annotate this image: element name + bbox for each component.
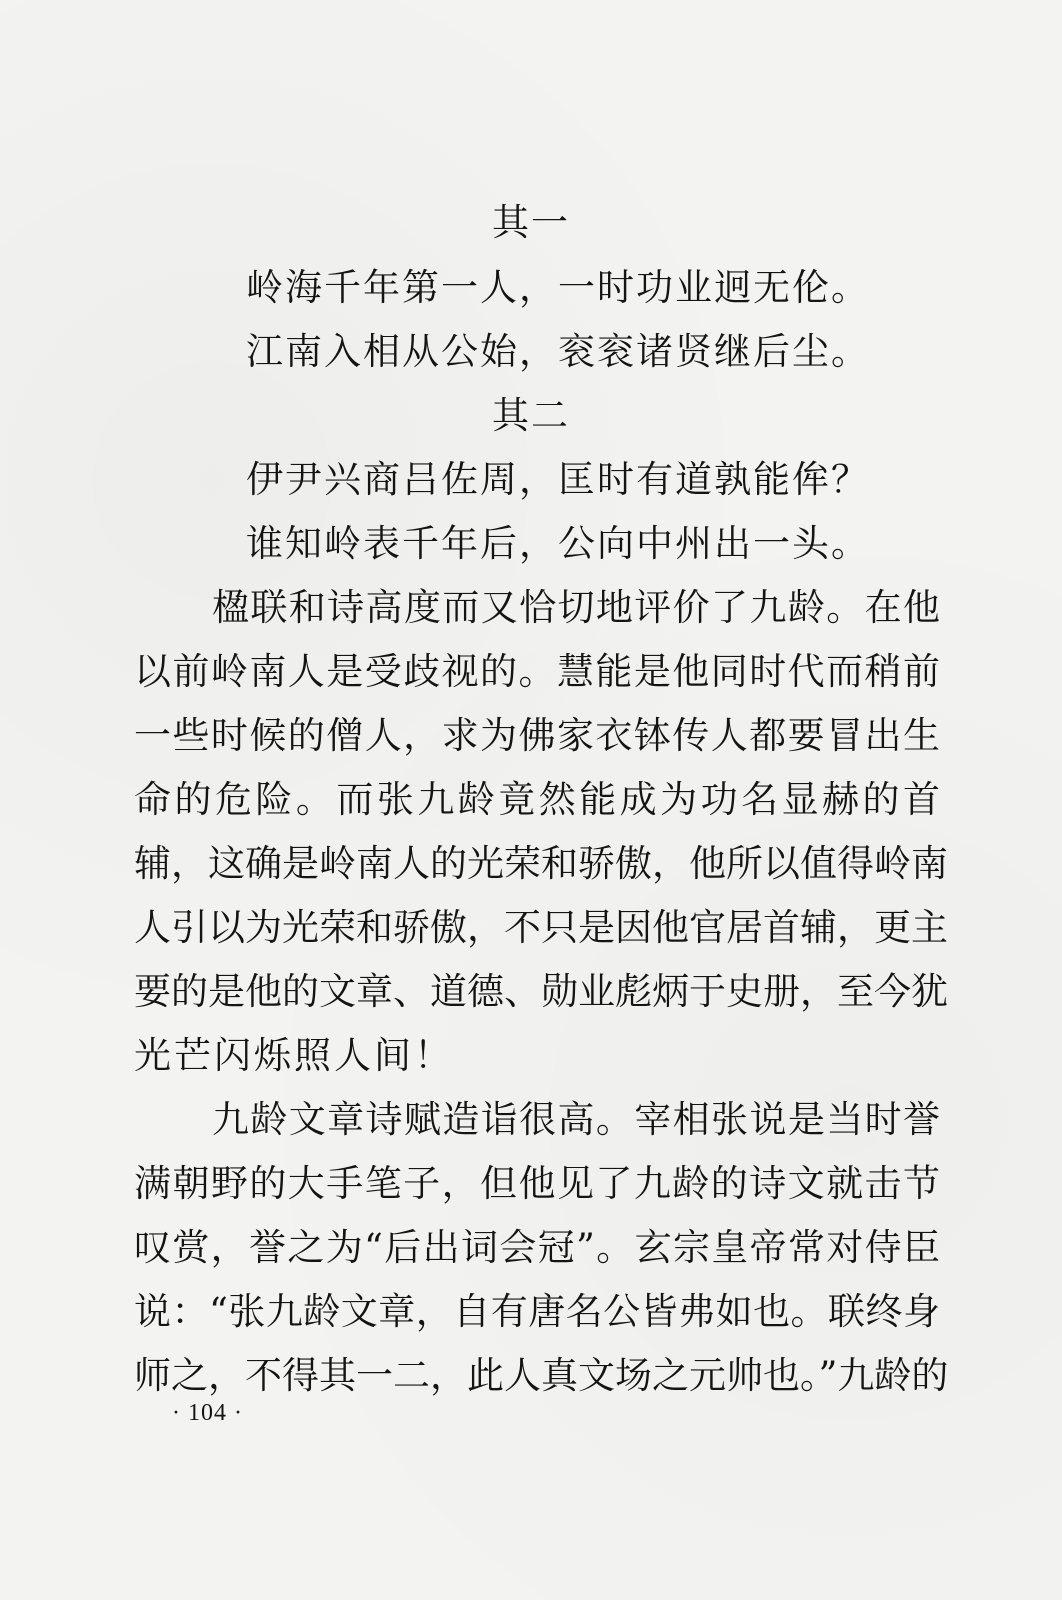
poem-2-heading: 其二 [492,394,570,437]
paragraph-1-line-7: 要的是他的文章、道德、勋业彪炳于史册，至今犹 [134,970,948,1013]
poem-2-line-1: 伊尹兴商吕佐周，匡时有道孰能侔？ [246,458,870,501]
paragraph-1-line-5: 辅，这确是岭南人的光荣和骄傲，他所以值得岭南 [134,842,948,885]
paragraph-1-line-2: 以前岭南人是受歧视的。慧能是他同时代而稍前 [134,650,940,693]
paragraph-1-line-1: 楹联和诗高度而又恰切地评价了九龄。在他 [212,586,940,629]
paragraph-2-line-4: 说：“张九龄文章，自有唐名公皆弗如也。联终身 [134,1290,940,1333]
poem-1-heading: 其一 [492,201,570,244]
paragraph-2-line-3: 叹赏，誉之为“后出词会冠”。玄宗皇帝常对侍臣 [134,1226,940,1269]
paragraph-2-line-5: 师之，不得其一二，此人真文场之元帅也。”九龄的 [134,1354,949,1397]
paragraph-1-line-4: 命的危险。而张九龄竟然能成为功名显赫的首 [134,778,940,821]
paragraph-1-line-8: 光芒闪烁照人间！ [134,1034,454,1077]
paragraph-1-line-3: 一些时候的僧人，求为佛家衣钵传人都要冒出生 [134,714,940,757]
paragraph-1-line-6: 人引以为光荣和骄傲，不只是因他官居首辅，更主 [134,906,948,949]
paragraph-2-line-2: 满朝野的大手笔子，但他见了九龄的诗文就击节 [134,1162,940,1205]
page-number: · 104 · [172,1400,243,1426]
poem-1-line-2: 江南入相从公始，衮衮诸贤继后尘。 [246,330,870,373]
poem-1-line-1: 岭海千年第一人，一时功业迥无伦。 [246,266,870,309]
paragraph-2-line-1: 九龄文章诗赋造诣很高。宰相张说是当时誉 [212,1098,940,1141]
poem-2-line-2: 谁知岭表千年后，公向中州出一头。 [246,522,870,565]
